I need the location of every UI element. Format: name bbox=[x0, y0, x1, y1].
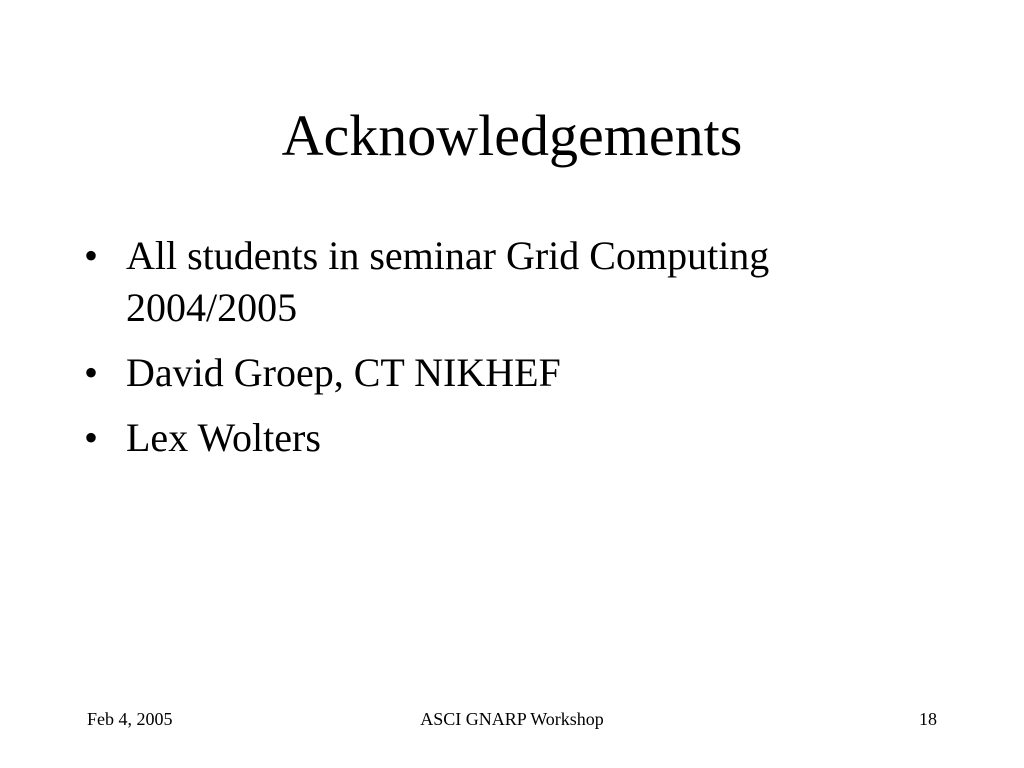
bullet-text: Lex Wolters bbox=[126, 415, 321, 460]
bullet-icon: • bbox=[84, 350, 99, 395]
bullet-item bbox=[84, 412, 884, 464]
bullet-text: David Groep, CT NIKHEF bbox=[126, 350, 561, 395]
bullet-text: All students in seminar Grid Computing 2004/2005 bbox=[126, 233, 770, 330]
bullet-item bbox=[84, 230, 884, 334]
bullet-list bbox=[84, 230, 884, 477]
footer-date: Feb 4, 2005 bbox=[87, 709, 173, 729]
page-number: 18 bbox=[919, 709, 937, 729]
slide-title: Acknowledgements bbox=[281, 103, 743, 168]
bullet-icon: • bbox=[84, 415, 99, 460]
footer-event-title: ASCI GNARP Workshop bbox=[420, 709, 604, 729]
bullet-item bbox=[84, 347, 884, 399]
bullet-icon: • bbox=[84, 233, 99, 278]
